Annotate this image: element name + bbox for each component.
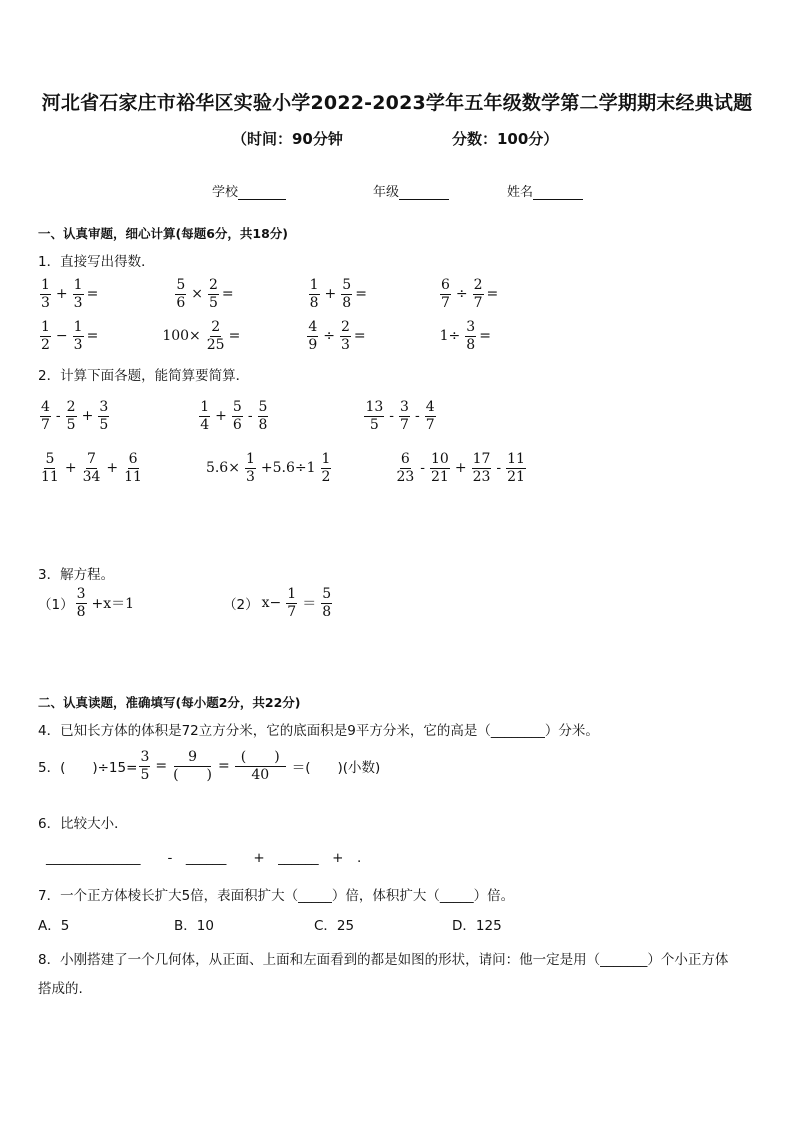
operator: = xyxy=(221,286,234,303)
fraction: $\frac{2}{5}$ xyxy=(208,277,218,311)
q3-part-1-label: （1） xyxy=(38,597,74,614)
operator: x− xyxy=(261,595,282,612)
fraction: $\frac{5}{11}$ xyxy=(41,451,59,485)
operator: +5.6÷1 xyxy=(260,460,316,477)
page-title: 河北省石家庄市裕华区实验小学2022-2023学年五年级数学第二学期期末经典试题 xyxy=(41,92,753,114)
q1-row-1 xyxy=(38,278,501,310)
fraction: $\frac{2}{5}$ xyxy=(66,399,76,433)
operator: = xyxy=(479,328,491,345)
question-3-label: 3．解方程。 xyxy=(38,567,115,583)
fraction: $\frac{11}{21}$ xyxy=(507,451,525,485)
school-label: 学校 xyxy=(212,185,239,200)
fraction: $\frac{4}{7}$ xyxy=(41,399,50,433)
operator: = xyxy=(486,286,499,303)
operator: 1÷ xyxy=(439,328,461,345)
fraction: $\frac{1}{2}$ xyxy=(321,451,331,485)
q3-equation-1 xyxy=(74,587,137,619)
question-4: 4．已知长方体的体积是72立方分米，它的底面积是9平方分米，它的高是（________）分米。 xyxy=(38,723,599,739)
q5-prefix: 5．( )÷15= xyxy=(38,760,138,777)
operator: + xyxy=(64,460,77,477)
operator: + xyxy=(324,286,337,303)
fraction: $\frac{1}{7}$ xyxy=(287,586,297,620)
fraction: $\frac{3}{7}$ xyxy=(400,399,409,433)
fraction: $\frac{1}{3}$ xyxy=(41,277,50,311)
question-6-label: 6．比较大小． xyxy=(38,816,128,832)
fraction: $\frac{5}{6}$ xyxy=(176,277,186,311)
fraction: $\frac{5}{6}$ xyxy=(232,399,242,433)
question-7: 7．一个正方体棱长扩大5倍，表面积扩大（_____）倍，体积扩大（_____）倍。 xyxy=(38,888,515,904)
section-1-heading: 一、认真审题，细心计算(每题6分，共18分) xyxy=(38,226,289,241)
operator: + xyxy=(106,460,119,477)
fraction: $\frac{1}{3}$ xyxy=(73,319,83,353)
q1r2-expression-3[interactable] xyxy=(305,320,368,352)
fraction: $\frac{4}{7}$ xyxy=(425,399,435,433)
exam-score: 分数：100分） xyxy=(452,130,559,148)
question-5: 5．( )÷15= $\frac{3}{5}$ = $\frac{9}{( )}$ = $\frac{( )}{40}$ ＝( )(小数) xyxy=(38,749,381,783)
question-8-line-2: 搭成的. xyxy=(38,981,83,997)
q7-option-b[interactable]: B．10 xyxy=(174,918,214,934)
q2-row-1 xyxy=(38,400,438,432)
operator: − xyxy=(55,328,68,345)
q5-fraction-3-5: $\frac{3}{5}$ xyxy=(140,749,150,783)
q5-suffix: ＝( )(小数) xyxy=(291,760,381,777)
operator: + xyxy=(55,286,68,303)
operator: ＝ xyxy=(302,596,317,613)
fraction: $\frac{6}{11}$ xyxy=(124,451,142,485)
fraction: $\frac{2}{7}$ xyxy=(473,277,483,311)
school-blank[interactable] xyxy=(238,185,286,200)
name-blank[interactable] xyxy=(533,185,583,200)
question-2-label: 2．计算下面各题，能简算要简算． xyxy=(38,368,250,384)
school-field[interactable] xyxy=(212,181,286,200)
section-2-heading: 二、认真读题，准确填写(每小题2分，共22分) xyxy=(38,695,301,710)
fraction: $\frac{4}{9}$ xyxy=(308,319,318,353)
operator: × xyxy=(191,286,203,303)
operator: 5.6× xyxy=(205,460,240,477)
q2r1-expression-2[interactable] xyxy=(197,400,270,432)
fraction: $\frac{7}{34}$ xyxy=(82,451,101,485)
q3-part-2-label: （2） xyxy=(223,597,259,614)
q7-option-d[interactable]: D．125 xyxy=(452,918,502,934)
q2r2-expression-3[interactable] xyxy=(393,452,528,484)
operator: = xyxy=(86,328,99,345)
q2r1-expression-3[interactable] xyxy=(362,400,437,432)
q1r1-expression-3[interactable] xyxy=(307,278,370,310)
q1r2-expression-1[interactable] xyxy=(38,320,101,352)
q2r2-expression-1[interactable] xyxy=(38,452,145,484)
q1r2-expression-4[interactable] xyxy=(437,320,494,352)
q1-row-2 xyxy=(38,320,494,352)
fraction: $\frac{3}{8}$ xyxy=(466,319,476,353)
fraction: $\frac{6}{23}$ xyxy=(396,451,415,485)
operator: + xyxy=(215,408,227,425)
fraction: $\frac{10}{21}$ xyxy=(431,451,449,485)
operator: = xyxy=(86,286,99,303)
fraction: $\frac{5}{8}$ xyxy=(258,399,268,433)
question-8-line-1: 8．小刚搭建了一个几何体，从正面、上面和左面看到的都是如图的形状，请问：他一定是用（_______）个小正方体 xyxy=(38,952,729,968)
q2r2-expression-2[interactable] xyxy=(203,452,333,484)
q6-compare-line[interactable]: ______________ - ______ + ______ + . xyxy=(46,850,362,866)
fraction: $\frac{1}{4}$ xyxy=(200,399,210,433)
exam-time: （时间：90分钟 xyxy=(232,130,343,148)
q7-option-a[interactable]: A．5 xyxy=(38,918,70,934)
grade-field[interactable] xyxy=(373,181,449,200)
fraction: $\frac{5}{8}$ xyxy=(342,277,352,311)
operator: - xyxy=(496,460,502,477)
operator: - xyxy=(55,408,61,425)
q5-fraction-9-blank[interactable]: $\frac{9}{( )}$ xyxy=(173,749,213,783)
operator: = xyxy=(353,328,366,345)
fraction: $\frac{5}{8}$ xyxy=(322,586,332,620)
fraction: $\frac{1}{8}$ xyxy=(309,277,319,311)
q5-fraction-blank-40[interactable]: $\frac{( )}{40}$ xyxy=(235,750,286,782)
grade-blank[interactable] xyxy=(399,185,449,200)
operator: = xyxy=(228,328,241,345)
q7-option-c[interactable]: C．25 xyxy=(314,918,355,934)
question-1-label: 1．直接写出得数． xyxy=(38,254,155,270)
fraction: $\frac{17}{23}$ xyxy=(472,451,491,485)
fraction: $\frac{3}{5}$ xyxy=(99,399,109,433)
q1r1-expression-4[interactable] xyxy=(438,278,501,310)
fraction: $\frac{1}{3}$ xyxy=(245,451,255,485)
fraction: $\frac{1}{2}$ xyxy=(41,319,50,353)
operator: - xyxy=(389,408,395,425)
operator: +x＝1 xyxy=(91,596,135,613)
grade-label: 年级 xyxy=(373,185,400,200)
q3-equations xyxy=(38,587,334,619)
fraction: $\frac{3}{8}$ xyxy=(76,586,86,620)
q2-row-2 xyxy=(38,452,528,484)
name-label: 姓名 xyxy=(507,185,534,200)
q1r2-expression-2[interactable] xyxy=(159,320,243,352)
fraction: $\frac{13}{5}$ xyxy=(365,399,384,433)
operator: 100× xyxy=(162,328,201,345)
operator: - xyxy=(420,460,425,477)
fraction: $\frac{2}{3}$ xyxy=(340,319,350,353)
fraction: $\frac{2}{25}$ xyxy=(206,319,225,353)
fraction: $\frac{6}{7}$ xyxy=(440,277,450,311)
operator: - xyxy=(414,408,420,425)
operator: + xyxy=(454,460,467,477)
q1r1-expression-2[interactable] xyxy=(173,278,236,310)
q2r1-expression-1[interactable] xyxy=(38,400,111,432)
fraction: $\frac{1}{3}$ xyxy=(73,277,83,311)
operator: ÷ xyxy=(323,328,335,345)
name-field[interactable] xyxy=(507,181,583,200)
operator: + xyxy=(81,408,94,425)
operator: - xyxy=(247,408,253,425)
operator: ÷ xyxy=(455,286,468,303)
q1r1-expression-1[interactable] xyxy=(38,278,101,310)
q3-equation-2 xyxy=(259,587,334,619)
operator: = xyxy=(355,286,367,303)
